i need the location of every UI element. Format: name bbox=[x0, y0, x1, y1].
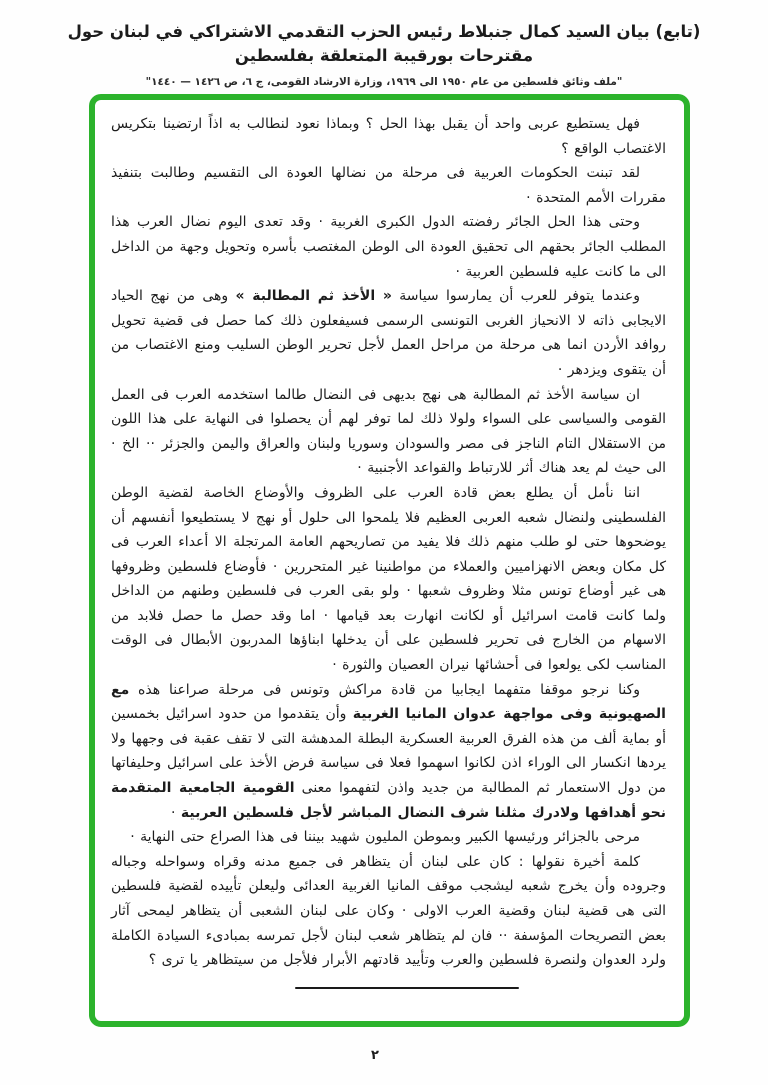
text-run: اننا نأمل أن يطلع بعض قادة العرب على الظروف والأوضاع الخاصة لقضية الوطن الفلسطينى ولنضال شعبه العربى العظيم فلا يلمحوا الى حلول أو نهج لا يستطيعوا أنفسهم أن يوضحوها حتى لو طلب منهم ذلك فلا يفيد من تصاريحهم العامة المرتجلة الا أعداء العرب فى كل مكان وبعض الانهزاميين والعملاء من مواطنينا غير المتحررين · فأوضاع فلسطين وظروفها هى غير أوضاع تونس مثلا وظروف شعبها · ولو بقى العرب فى فلسطين وطنهم من الداخل ولما كانت قامت اسرائيل أو لكانت انهارت بعد قيامها · اما وقد حصل ما حصل فلابد من الاسهام من الخارج فى تحرير فلسطين على أن يدخلها ابناؤها المدربون الأبطال فى الوقت المناسب لكى يولعوا فى أحشائها نيران العصيان والثورة · bbox=[111, 484, 666, 674]
text-run: · bbox=[170, 804, 181, 821]
text-run: مرحى بالجزائر ورئيسها الكبير وبموطن المليون شهيد بيننا فى هذا الصراع حتى النهاية · bbox=[130, 829, 640, 846]
text-run: ان سياسة الأخذ ثم المطالبة هى نهج بديهى فى النضال طالما استخدمه العرب فى العمل القومى والسياسى على السواء ولولا ذلك لما توفر لهم أن يحصلوا فى النهاية على هذا اللون من الاستقلال التام الناجز فى مصر والسودان وسوريا ولبنان والعراق واليمن والجزئر ·· الخ · الى حيث لم يعد هناك أثر للارتباط والقواعد الأجنبية · bbox=[111, 386, 666, 477]
text-run: فهل يستطيع عربى واحد أن يقبل بهذا الحل ؟ وبماذا نعود لنطالب به اذاً ارتضينا بتكريس الاغتصاب الواقع ؟ bbox=[111, 116, 666, 157]
document-title: (تابع) بيان السيد كمال جنبلاط رئيس الحزب التقدمي الاشتراكي في لبنان حول مقترحات بورقيبة المتعلقة بفلسطين bbox=[67, 22, 701, 65]
page-number: ٢ bbox=[371, 1048, 379, 1063]
end-of-text-divider bbox=[295, 987, 519, 989]
text-run: وحتى هذا الحل الجائر رفضته الدول الكبرى الغربية · وقد تعدى اليوم نضال العرب هذا المطلب الجائر بحقهم الى تحقيق العودة الى الوطن المغتصب بأسره وتحويل وجهة من الداخل الى ما كانت عليه فلسطين العربية · bbox=[111, 214, 666, 280]
paragraph bbox=[111, 850, 666, 973]
bold-text-run: مع الصهيونية وفى مواجهة عدوان المانيا الغربية bbox=[111, 681, 666, 723]
paragraph bbox=[111, 161, 666, 210]
paragraph bbox=[111, 481, 666, 678]
page-header bbox=[0, 20, 768, 88]
paragraph bbox=[111, 112, 666, 161]
text-run: كلمة أخيرة نقولها : كان على لبنان أن يتظاهر فى جميع مدنه وقراه وسواحله وجباله وجروده وأن يخرج شعبه ليشجب موقف المانيا الغربية العدائى وليعلن تأييده لقضية فلسطين التى هى قضية لبنان وقضية العرب الاولى · وكان على لبنان الشعبى أن يتظاهر ليمحى آثار بعض التصريحات المؤسفة ·· فان لم يتظاهر شعب لبنان لأجل تمرسه بمبادىء السيادة الكاملة ولرد العدوان ولنصرة فلسطين والعرب وتأييد قادتهم الأبرار فلأجل من سيتظاهر يا ترى ؟ bbox=[111, 853, 666, 969]
text-run: وأن يتقدموا من حدود اسرائيل بخمسين أو بماية ألف من هذه الفرق العربية العسكرية البطلة المدهشة التى لا تقف عقبة فى وجهها ولا يردها انكسار الى الوراء اذن لكانوا اسهموا فعلا فى سياسة فرض الأخذ على اسرائيل وحليفاتها من دول الاستعمار ثم المطالبة من جديد واذن لتفهموا معنى bbox=[111, 706, 666, 797]
document-body bbox=[111, 112, 666, 973]
bold-text-run: « الأخذ ثم المطالبة » bbox=[235, 288, 392, 305]
bold-text-run: القومية الجامعية المتقدمة نحو أهدافها ولادرك مثلنا شرف النضال المباشر لأجل فلسطين العربية bbox=[111, 780, 666, 821]
paragraph bbox=[111, 678, 666, 826]
green-border-frame bbox=[89, 94, 690, 1027]
text-run: لقد تبنت الحكومات العربية فى مرحلة من نضالها العودة الى التقسيم وطالبت بتنفيذ مقررات الأمم المتحدة · bbox=[111, 165, 666, 206]
text-run: وعندما يتوفر للعرب أن يمارسوا سياسة bbox=[391, 288, 640, 305]
paragraph bbox=[111, 284, 666, 382]
document-source-citation: "ملف وثائق فلسطين من عام ١٩٥٠ الى ١٩٦٩، وزارة الارشاد القومى، ج ٦، ص ١٤٢٦ — ١٤٤٠" bbox=[145, 76, 623, 88]
paragraph bbox=[111, 210, 666, 284]
paragraph bbox=[111, 383, 666, 481]
text-run: وهى من نهج الحياد الايجابى ذاته لا الانحياز الغربى التونسى الرسمى فسيفعلون ذلك كما حصل فى قضية تحويل روافد الأردن انما هى مرحلة من مراحل العمل لأجل تحرير الوطن السليب ومنع الاغتصاب من أن يتقوى ويزدهر · bbox=[111, 288, 666, 378]
text-run: وكنا نرجو موقفا متفهما ايجابيا من قادة مراكش وتونس فى مرحلة صراعنا هذه bbox=[129, 681, 640, 698]
paragraph bbox=[111, 825, 666, 850]
